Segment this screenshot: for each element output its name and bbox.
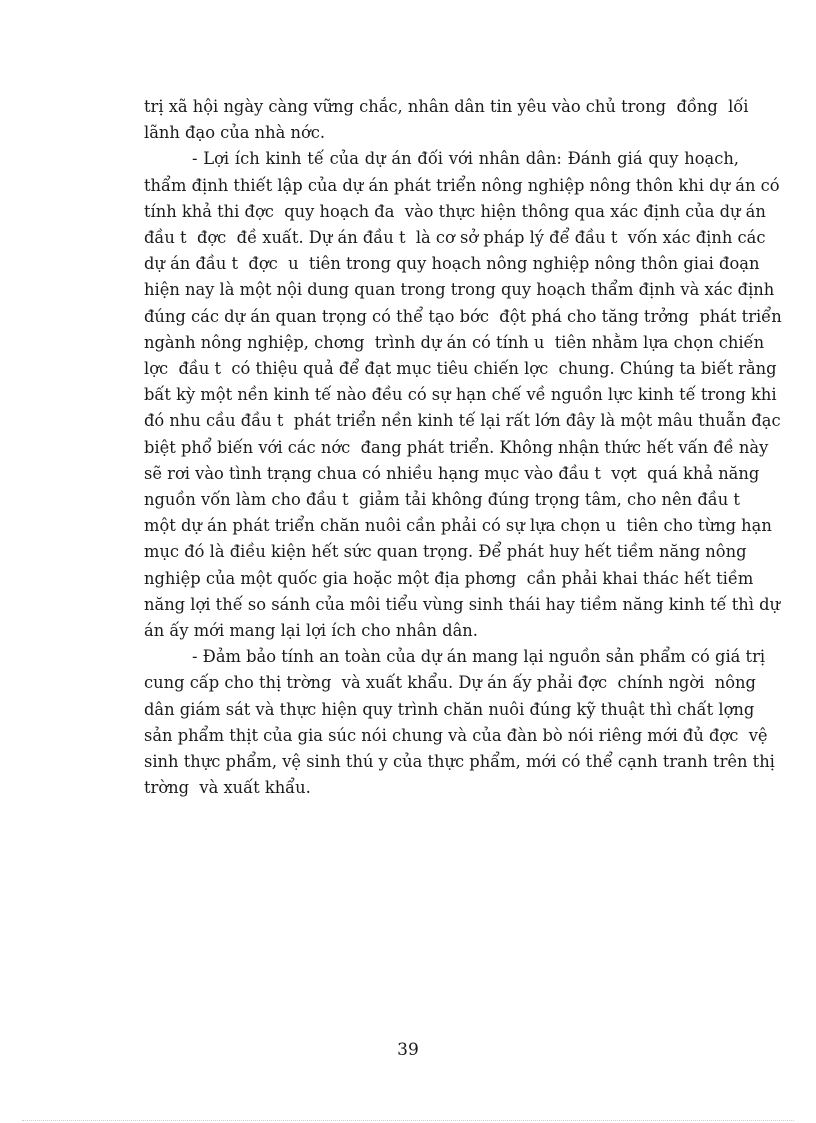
text-line: năng lợi thế so sánh của môi tiểu vùng sinh thái hay tiềm năng kinh tế thì dự [144,594,781,614]
text-line: lợc đầu t có thiệu quả để đạt mục tiêu chiến lợc chung. Chúng ta biết rằng [144,359,777,379]
page-number: 39 [397,1040,419,1060]
text-line: lãnh đạo của nhà nớc. [144,123,326,143]
text-line: dự án đầu t đợc u tiên trong quy hoạch nông nghiệp nông thôn giai đoạn [144,254,760,274]
bottom-dotted-rule [22,1120,794,1121]
text-line: biệt phổ biến với các nớc đang phát triển. Không nhận thức hết vấn đề này [144,437,769,457]
text-line: ngành nông nghiệp, chơng trình dự án có tính u tiên nhằm lựa chọn chiến [144,332,765,352]
text-line: tính khả thi đợc quy hoạch đa vào thực hiện thông qua xác định của dự án [144,201,766,221]
text-line: sẽ rơi vào tình trạng chua có nhiều hạng mục vào đầu t vợt quá khả năng [144,463,760,483]
text-line: nghiệp của một quốc gia hoặc một địa phơng cần phải khai thác hết tiềm [144,568,754,588]
text-line: - Lợi ích kinh tế của dự án đối với nhân dân: Đánh giá quy hoạch, [192,149,739,169]
paragraph [144,146,782,644]
text-line: đúng các dự án quan trọng có thể tạo bớc đột phá cho tăng trởng phát triển [144,306,782,326]
text-line: dân giám sát và thực hiện quy trình chăn nuôi đúng kỹ thuật thì chất lợng [144,699,755,719]
text-line: đó nhu cầu đầu t phát triển nền kinh tế lại rất lớn đây là một mâu thuẫn đạc [144,411,781,431]
text-line: sản phẩm thịt của gia súc nói chung và của đàn bò nói riêng mới đủ đợc vệ [144,725,768,745]
paragraph [144,644,775,801]
text-line: án ấy mới mang lại lợi ích cho nhân dân. [144,621,478,641]
text-line: bất kỳ một nền kinh tế nào đều có sự hạn chế về nguồn lực kinh tế trong khi [144,385,777,405]
text-line: trờng và xuất khẩu. [144,778,311,798]
text-line: sinh thực phẩm, vệ sinh thú y của thực phẩm, mới có thể cạnh tranh trên thị [144,752,775,772]
text-line: trị xã hội ngày càng vững chắc, nhân dân tin yêu vào chủ trong đồng lối [144,97,749,116]
text-line: cung cấp cho thị trờng và xuất khẩu. Dự án ấy phải đợc chính ngời nông [144,673,756,693]
paragraph [144,94,749,146]
text-line: mục đó là điều kiện hết sức quan trọng. Để phát huy hết tiềm năng nông [144,542,747,562]
text-line: đầu t đợc đề xuất. Dự án đầu t là cơ sở pháp lý để đầu t vốn xác định các [144,228,766,248]
text-line: hiện nay là một nội dung quan trong trong quy hoạch thẩm định và xác định [144,280,775,300]
text-line: nguồn vốn làm cho đầu t giảm tải không đúng trọng tâm, cho nên đầu t [144,490,740,510]
text-line: thẩm định thiết lập của dự án phát triển nông nghiệp nông thôn khi dự án có [144,175,780,195]
text-line: một dự án phát triển chăn nuôi cần phải có sự lựa chọn u tiên cho từng hạn [144,516,772,536]
body-text [144,94,782,801]
text-line: - Đảm bảo tính an toàn của dự án mang lại nguồn sản phẩm có giá trị [192,647,766,667]
